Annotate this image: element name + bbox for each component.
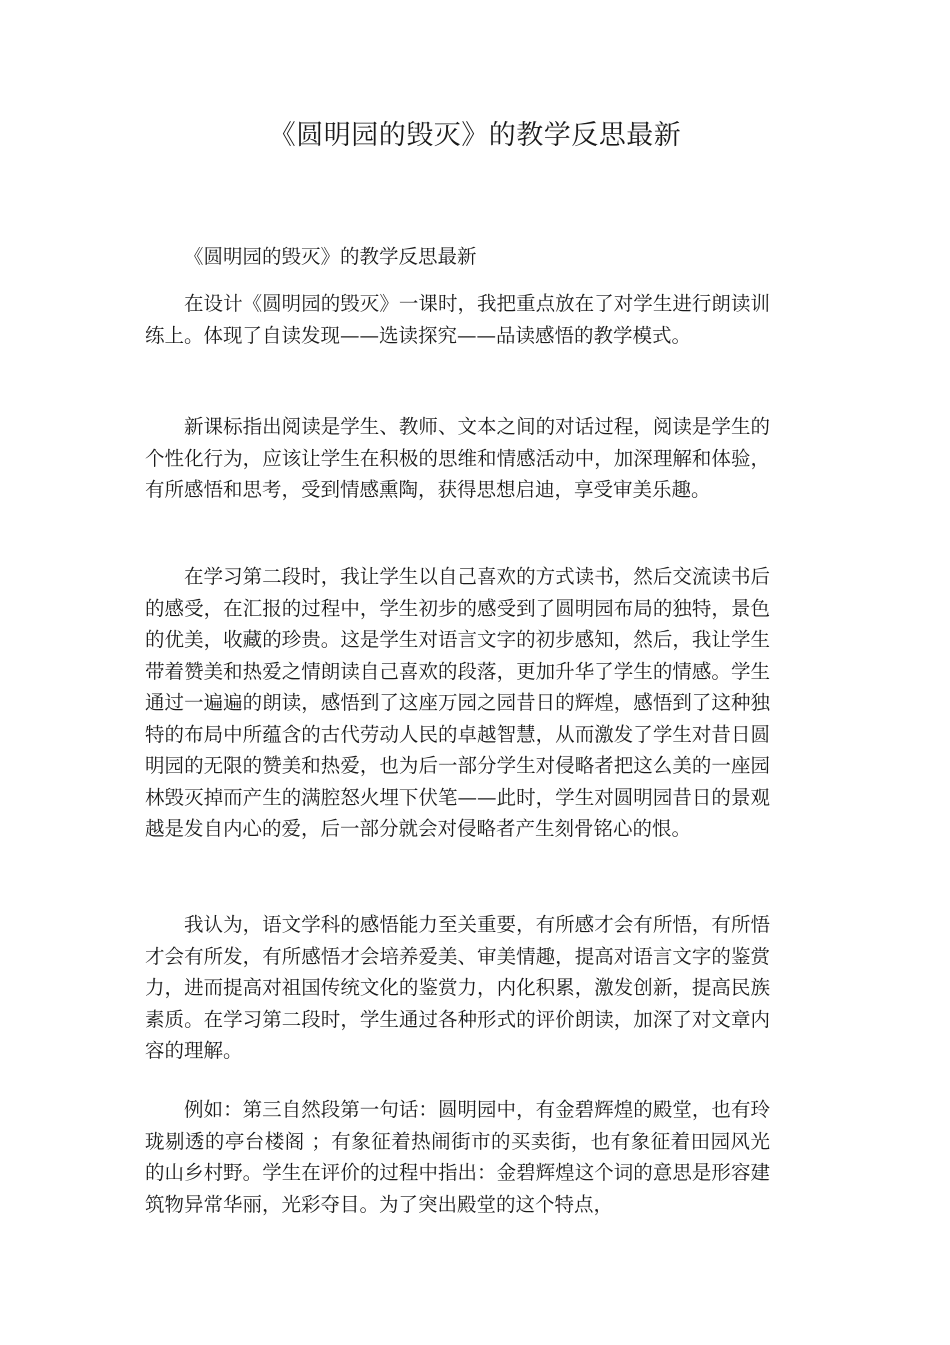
document-subtitle: 《圆明园的毁灭》的教学反思最新 bbox=[184, 245, 477, 268]
paragraph-5: 例如：第三自然段第一句话：圆明园中，有金碧辉煌的殿堂，也有玲珑剔透的亭台楼阁 ；有象征着热闹街市的买卖街，也有象征着田园风光的山乡村野。学生在评价的过程中指出：金碧辉煌这个词的意思是形容建筑物异常华丽，光彩夺目。为了突出殿堂的这个特点， bbox=[145, 1098, 770, 1216]
paragraph-4: 我认为，语文学科的感悟能力至关重要，有所感才会有所悟，有所悟才会有所发，有所感悟才会培养爱美、审美情趣，提高对语言文字的鉴赏力，进而提高对祖国传统文化的鉴赏力，内化积累，激发创新，提高民族素质。在学习第二段时，学生通过各种形式的评价朗读，加深了对文章内容的理解。 bbox=[145, 913, 770, 1062]
document-title: 《圆明园的毁灭》的教学反思最新 bbox=[268, 120, 682, 151]
paragraph-1: 在设计《圆明园的毁灭》一课时，我把重点放在了对学生进行朗读训练上。体现了自读发现——选读探究——品读感悟的教学模式。 bbox=[145, 292, 770, 347]
paragraph-3: 在学习第二段时，我让学生以自己喜欢的方式读书，然后交流读书后的感受，在汇报的过程中，学生初步的感受到了圆明园布局的独特，景色的优美，收藏的珍贵。这是学生对语言文字的初步感知，然后，我让学生带着赞美和热爱之情朗读自己喜欢的段落，更加升华了学生的情感。学生通过一遍遍的朗读，感悟到了这座万园之园昔日的辉煌，感悟到了这种独特的布局中所蕴含的古代劳动人民的卓越智慧，从而激发了学生对昔日圆明园的无限的赞美和热爱，也为后一部分学生对侵略者把这么美的一座园林毁灭掉而产生的满腔怒火埋下伏笔——此时，学生对圆明园昔日的景观越是发自内心的爱，后一部分就会对侵略者产生刻骨铭心的恨。 bbox=[145, 565, 770, 840]
paragraph-2: 新课标指出阅读是学生、教师、文本之间的对话过程，阅读是学生的个性化行为，应该让学生在积极的思维和情感活动中，加深理解和体验，有所感悟和思考，受到情感熏陶，获得思想启迪，享受审美乐趣。 bbox=[145, 415, 770, 501]
